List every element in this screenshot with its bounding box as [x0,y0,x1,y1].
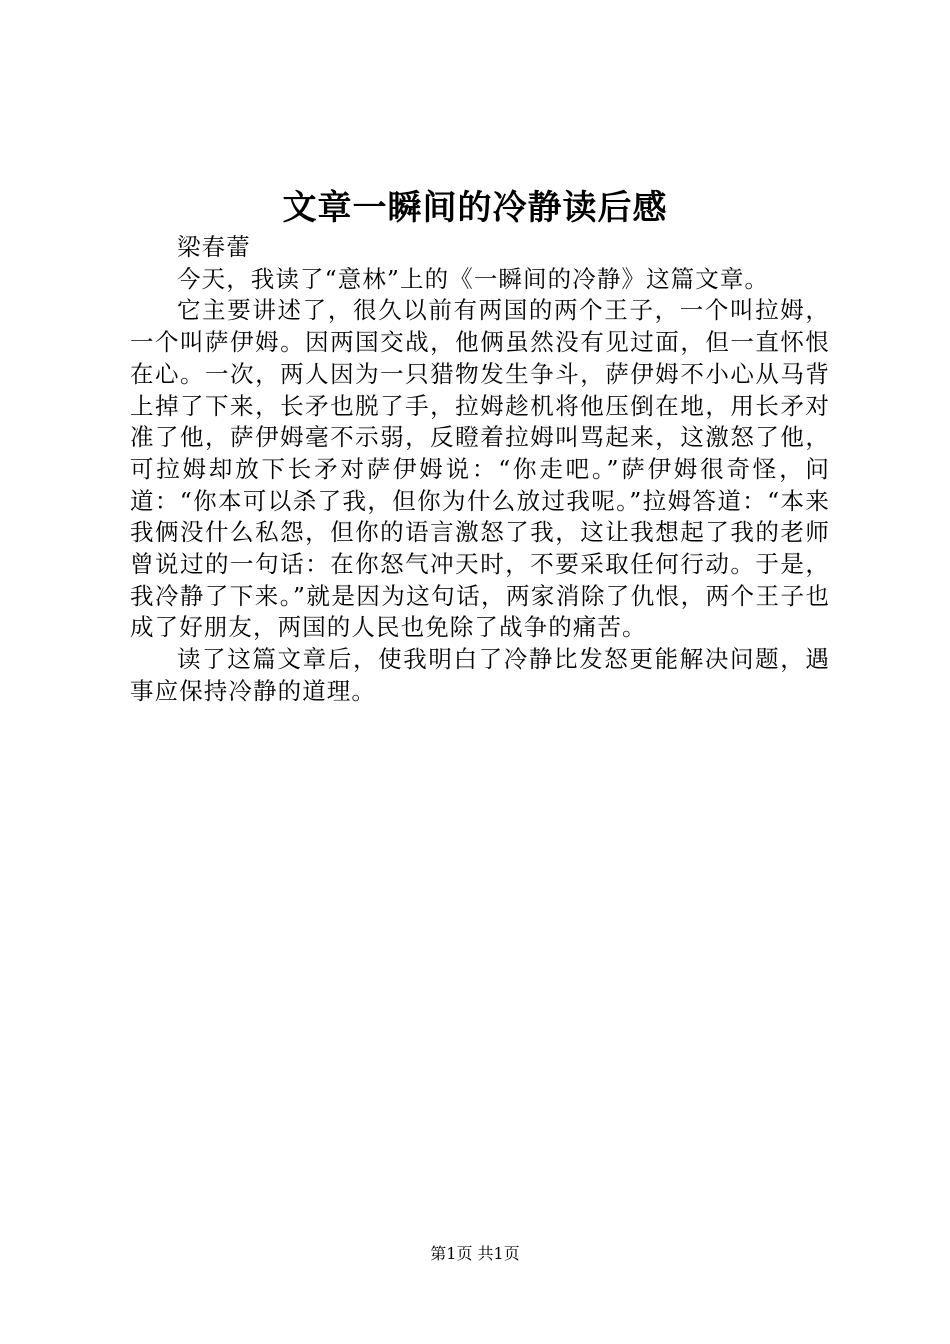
document-body [130,232,830,708]
paragraph-2: 它主要讲述了，很久以前有两国的两个王子，一个叫拉姆，一个叫萨伊姆。因两国交战，他俩虽然没有见过面，但一直怀恨在心。一次，两人因为一只猎物发生争斗，萨伊姆不小心从马背上掉了下来，长矛也脱了手，拉姆趁机将他压倒在地，用长矛对准了他，萨伊姆毫不示弱，反瞪着拉姆叫骂起来，这激怒了他，可拉姆却放下长矛对萨伊姆说：“你走吧。”萨伊姆很奇怪，问道：“你本可以杀了我，但你为什么放过我呢。”拉姆答道：“本来我俩没什么私怨，但你的语言激怒了我，这让我想起了我的老师曾说过的一句话：在你怒气冲天时，不要采取任何行动。于是，我冷静了下来。”就是因为这句话，两家消除了仇恨，两个王子也成了好朋友，两国的人民也免除了战争的痛苦。 [130,296,830,642]
paragraph-3: 读了这篇文章后，使我明白了冷静比发怒更能解决问题，遇事应保持冷静的道理。 [130,645,830,705]
author-line: 梁春蕾 [177,233,251,261]
document-title: 文章一瞬间的冷静读后感 [282,188,668,228]
paragraph-1: 今天，我读了“意林”上的《一瞬间的冷静》这篇文章。 [177,264,770,293]
page-footer: 第1页 共1页 [430,1244,520,1263]
